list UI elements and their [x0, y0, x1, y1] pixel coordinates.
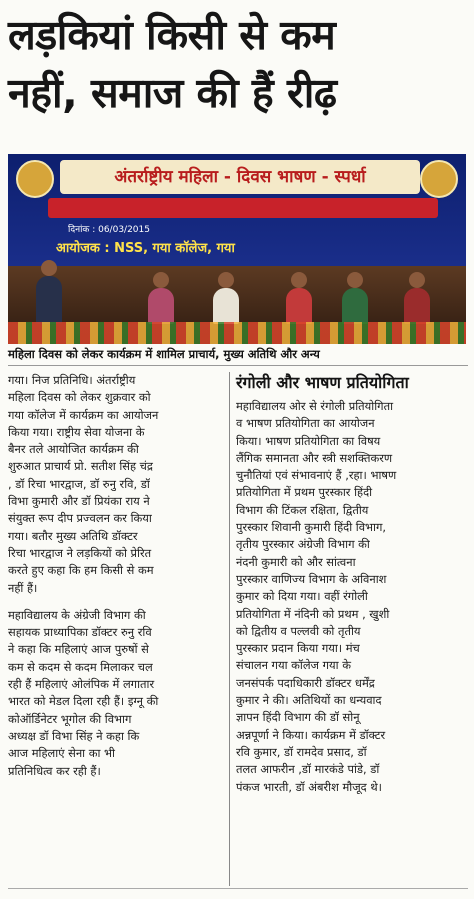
body-line: संचालन गया कॉलेज गया के	[236, 658, 351, 673]
body-line: विभा कुमारी और डॉ प्रियंका राय ने	[8, 494, 150, 509]
body-line: गया। निज प्रतिनिधि। अंतर्राष्ट्रीय	[8, 373, 136, 387]
body-line: अन्नपूर्णा ने किया। कार्यक्रम में डॉक्टर	[236, 727, 386, 742]
body-line: प्रतियोगिता में प्रथम पुरस्कार हिंदी	[236, 485, 373, 500]
guest-figure	[148, 288, 174, 324]
flower-decoration	[8, 322, 466, 344]
body-line: , डॉ रिचा भारद्वाज, डॉ रुनु रवि, डॉ	[8, 476, 150, 491]
body-line: कम से कदम से कदम मिलाकर चल	[8, 659, 153, 674]
headline-line-2: नहीं, समाज की हैं रीढ़	[8, 69, 337, 117]
body-line: रवि कुमार, डॉ रामदेव प्रसाद, डॉ	[236, 744, 367, 759]
body-line: चुनौतियां एवं संभावनाएं हैं ,रहा। भाषण	[236, 468, 397, 483]
headline-line-1: लड़कियां किसी से कम	[8, 11, 336, 59]
headline	[8, 6, 468, 122]
body-line: करते हुए कहा कि हम किसी से कम	[8, 563, 154, 578]
body-line: सहायक प्राध्यापिका डॉक्टर रुनु रवि	[8, 625, 152, 640]
stage-scene	[8, 266, 466, 344]
body-line: प्रतियोगिता में नंदिनी को प्रथम , खुशी	[236, 606, 390, 621]
left-column	[8, 372, 223, 780]
body-line: लैंगिक समानता और स्त्री सशक्तिकरण	[236, 450, 393, 465]
body-line: पंकज भारती, डॉ अंबरीश मौजूद थे।	[236, 779, 382, 794]
news-photo	[8, 154, 466, 344]
body-line: कुमार को दिया गया। वहीं रंगोली	[236, 589, 368, 604]
guest-figure	[286, 288, 312, 324]
body-line: नंदनी कुमारी को और सांत्वना	[236, 554, 356, 569]
body-line: महिला दिवस को लेकर शुक्रवार को	[8, 390, 151, 405]
body-line: विभाग की टिंकल रक्षिता, द्वितीय	[236, 502, 369, 517]
body-line: महाविद्यालय ओर से रंगोली प्रतियोगिता	[236, 399, 394, 413]
photo-caption: महिला दिवस को लेकर कार्यक्रम में शामिल प्राचार्य, मुख्य अतिथि और अन्य	[8, 347, 320, 361]
college-logo-left	[16, 160, 54, 198]
right-column	[236, 398, 468, 796]
body-line: व भाषण प्रतियोगिता का आयोजन	[236, 416, 375, 431]
bottom-rule	[8, 888, 468, 889]
banner-title: अंतर्राष्ट्रीय महिला - दिवस भाषण - स्पर्धा	[60, 160, 420, 194]
body-line: को द्वितीय व पल्लवी को तृतीय	[236, 623, 361, 638]
body-line: गया। बतौर मुख्य अतिथि डॉक्टर	[8, 528, 138, 543]
column-divider	[229, 372, 230, 886]
guest-figure	[213, 288, 239, 324]
banner-organizer: आयोजक : NSS, गया कॉलेज, गया	[56, 241, 235, 256]
body-line: बैनर तले आयोजित कार्यक्रम की	[8, 442, 139, 457]
body-line: गया कॉलेज में कार्यक्रम का आयोजन	[8, 407, 159, 422]
body-line: अध्यक्ष डॉ विभा सिंह ने कहा कि	[8, 728, 140, 743]
body-line: आज महिलाएं सेना का भी	[8, 746, 115, 761]
body-line: कोऑर्डिनेटर भूगोल की विभाग	[8, 711, 132, 726]
body-line: पुरस्कार शिवानी कुमारी हिंदी विभाग,	[236, 520, 387, 535]
body-line: नहीं हैं।	[8, 580, 38, 595]
right-subhead: रंगोली और भाषण प्रतियोगिता	[236, 373, 409, 392]
body-line: ज्ञापन हिंदी विभाग की डॉ सोनू	[236, 710, 360, 725]
body-line: प्रतिनिधित्व कर रही हैं।	[8, 763, 101, 778]
guest-figure	[404, 288, 430, 324]
body-line: महाविद्यालय के अंग्रेजी विभाग की	[8, 607, 146, 622]
guest-figure	[342, 288, 368, 324]
caption-rule	[8, 365, 468, 366]
body-line: पुरस्कार प्रदान किया गया। मंच	[236, 641, 360, 656]
body-line: ने कहा कि महिलाएं आज पुरुषों से	[8, 642, 149, 657]
body-line: शुरुआत प्राचार्य प्रो. सतीश सिंह चंद्र	[8, 459, 153, 474]
body-line: तलत आफरीन ,डॉ मारकंडे पांडे, डॉ	[236, 762, 380, 777]
body-line: कुमार ने की। अतिथियों का धन्यवाद	[236, 693, 382, 708]
college-logo-right	[420, 160, 458, 198]
banner-subtitle-strip	[48, 198, 438, 218]
body-line: तृतीय पुरस्कार अंग्रेजी विभाग की	[236, 537, 370, 552]
body-line: पुरस्कार वाणिज्य विभाग के अविनाश	[236, 571, 387, 586]
speaker-figure	[36, 276, 62, 324]
body-line: संयुक्त रूप दीप प्रज्वलन कर किया	[8, 511, 152, 526]
body-line: जनसंपर्क पदाधिकारी डॉक्टर धर्मेंद्र	[236, 675, 375, 690]
body-line: भारत को मेडल दिला रही हैं। इग्नू की	[8, 694, 159, 709]
body-line: किया गया। राष्ट्रीय सेवा योजना के	[8, 424, 145, 439]
body-line: किया। भाषण प्रतियोगिता का विषय	[236, 433, 381, 448]
body-line	[8, 597, 223, 607]
body-line: रिचा भारद्वाज ने लड़कियों को प्रेरित	[8, 545, 152, 560]
banner-date: दिनांक : 06/03/2015	[68, 225, 150, 235]
event-banner	[8, 154, 466, 266]
body-line: रही हैं महिलाएं ओलंपिक में लगातार	[8, 677, 155, 692]
